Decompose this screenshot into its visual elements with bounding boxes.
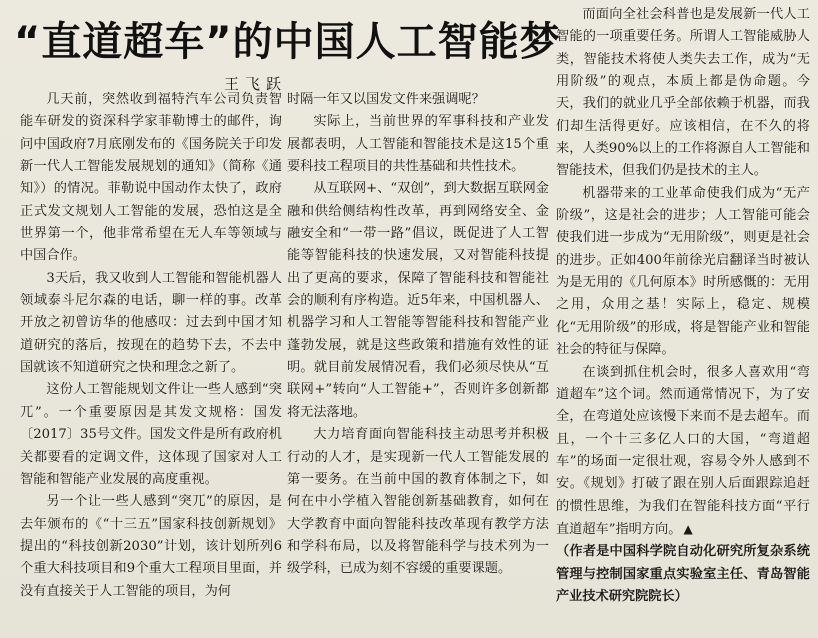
paragraph: 从互联网+、“双创”，到大数据互联网金融和供给侧结构性改革，再到网络安全、金融安全和“一带一路”倡议，既促进了人工智能等智能科技的快速发展，又对智能科技提出了更高的要求，保障了智能科技和智能社会的顺利有序构造。近5年来，中国机器人、机器学习和人工智能等智能科技和智能产业蓬勃发展，就是这些政策和措施有效性的证明。就目前发展情况看，我们必须尽快从“互联网+”转向“人工智能+”，否则许多创新都将无法落地。 — [287, 181, 549, 420]
paragraph: 而面向全社会科普也是发展新一代人工智能的一项重要任务。所谓人工智能威胁人类，智能技术将使人类失去工作，成为“无用阶级”的观点，本质上都是伪命题。今天，我们的就业几乎全部依赖于机器，而我们却生活得更好。应该相信，在不久的将来，人类90%以上的工作将源自人工智能和智能技术，但我们仍是技术的主人。 — [556, 7, 810, 179]
article-byline: 王飞跃 — [224, 75, 288, 93]
paragraph: 这份人工智能规划文件让一些人感到“突兀”。一个重要原因是其发文规格：国发〔2017〕35号文件。国发文件是所有政府机关都要看的定调文件，这体现了国家对人工智能和智能产业发展的高度重视。 — [20, 382, 282, 487]
paragraph-continued: 时隔一年又以国发文件来强调呢？ — [287, 92, 485, 107]
article-column-2 — [287, 89, 549, 629]
author-note: （作者是中国科学院自动化研究所复杂系统管理与控制国家重点实验室主任、青岛智能产业技术研究院院长） — [556, 544, 810, 604]
paragraph: 3天后，我又收到人工智能和智能机器人领域泰斗尼尔森的电话，聊一样的事。改革开放之初曾访华的他感叹：过去到中国才知道研究的落后，按现在的趋势下去，不去中国就该不知道研究之快和理念之新了。 — [20, 270, 282, 376]
paragraph — [556, 362, 810, 542]
paragraph: 实际上，当前世界的军事科技和产业发展都表明，人工智能和智能技术是这15个重要科技工程项目的共性基础和共性技术。 — [287, 114, 549, 175]
end-mark-icon: ▲ — [683, 521, 693, 536]
article-title: “直道超车”的中国人工智能梦 — [14, 19, 561, 65]
paragraph: 大力培育面向智能科技主动思考并积极行动的人才，是实现新一代人工智能发展的第一要务。在当前中国的教育体制之下，如何在中小学植入智能创新基础教育，如何在大学教育中面向智能科技改革现有教学方法和学科布局，以及将智能科学与技术列为一级学科，已成为刻不容缓的重要课题。 — [287, 427, 549, 577]
paragraph-text: 在谈到抓住机会时，很多人喜欢用“弯道超车”这个词。然而通常情况下，为了安全，在弯道处应该慢下来而不是去超车。而且，一个十三多亿人口的大国，“弯道超车”的场面一定很壮观，容易令外人感到不安。《规划》打破了跟在别人后面跟踪追赶的惯性思维，为我们在智能科技方面“平行直道超车”指明方向。 — [556, 364, 810, 537]
article-column-1 — [20, 89, 282, 629]
paragraph: 机器带来的工业革命使我们成为“无产阶级”，这是社会的进步；人工智能可能会使我们进一步成为“无用阶级”，则更是社会的进步。正如400年前徐光启翻译当时被认为是无用的《几何原本》时所感慨的：无用之用，众用之基！实际上，稳定、规模化“无用阶级”的形成，将是智能产业和智能社会的特征与保障。 — [556, 185, 810, 358]
article-column-3 — [556, 4, 810, 629]
paragraph: 几天前，突然收到福特汽车公司负责智能车研发的资深科学家菲勒博士的邮件，询问中国政府7月底刚发布的《国务院关于印发新一代人工智能发展规划的通知》（简称《通知》）的情况。菲勒说中国动作太快了，政府正式发文规划人工智能的发展，恐怕这是全世界第一个，他非常希望在无人车等领域与中国合作。 — [20, 92, 282, 264]
paragraph: 另一个让一些人感到“突兀”的原因，是去年颁布的《“十三五”国家科技创新规划》提出的“科技创新2030”计划，该计划所列6个重大科技项目和9个重大工程项目里面，并没有直接关于人工智能的项目，为何 — [20, 494, 282, 599]
